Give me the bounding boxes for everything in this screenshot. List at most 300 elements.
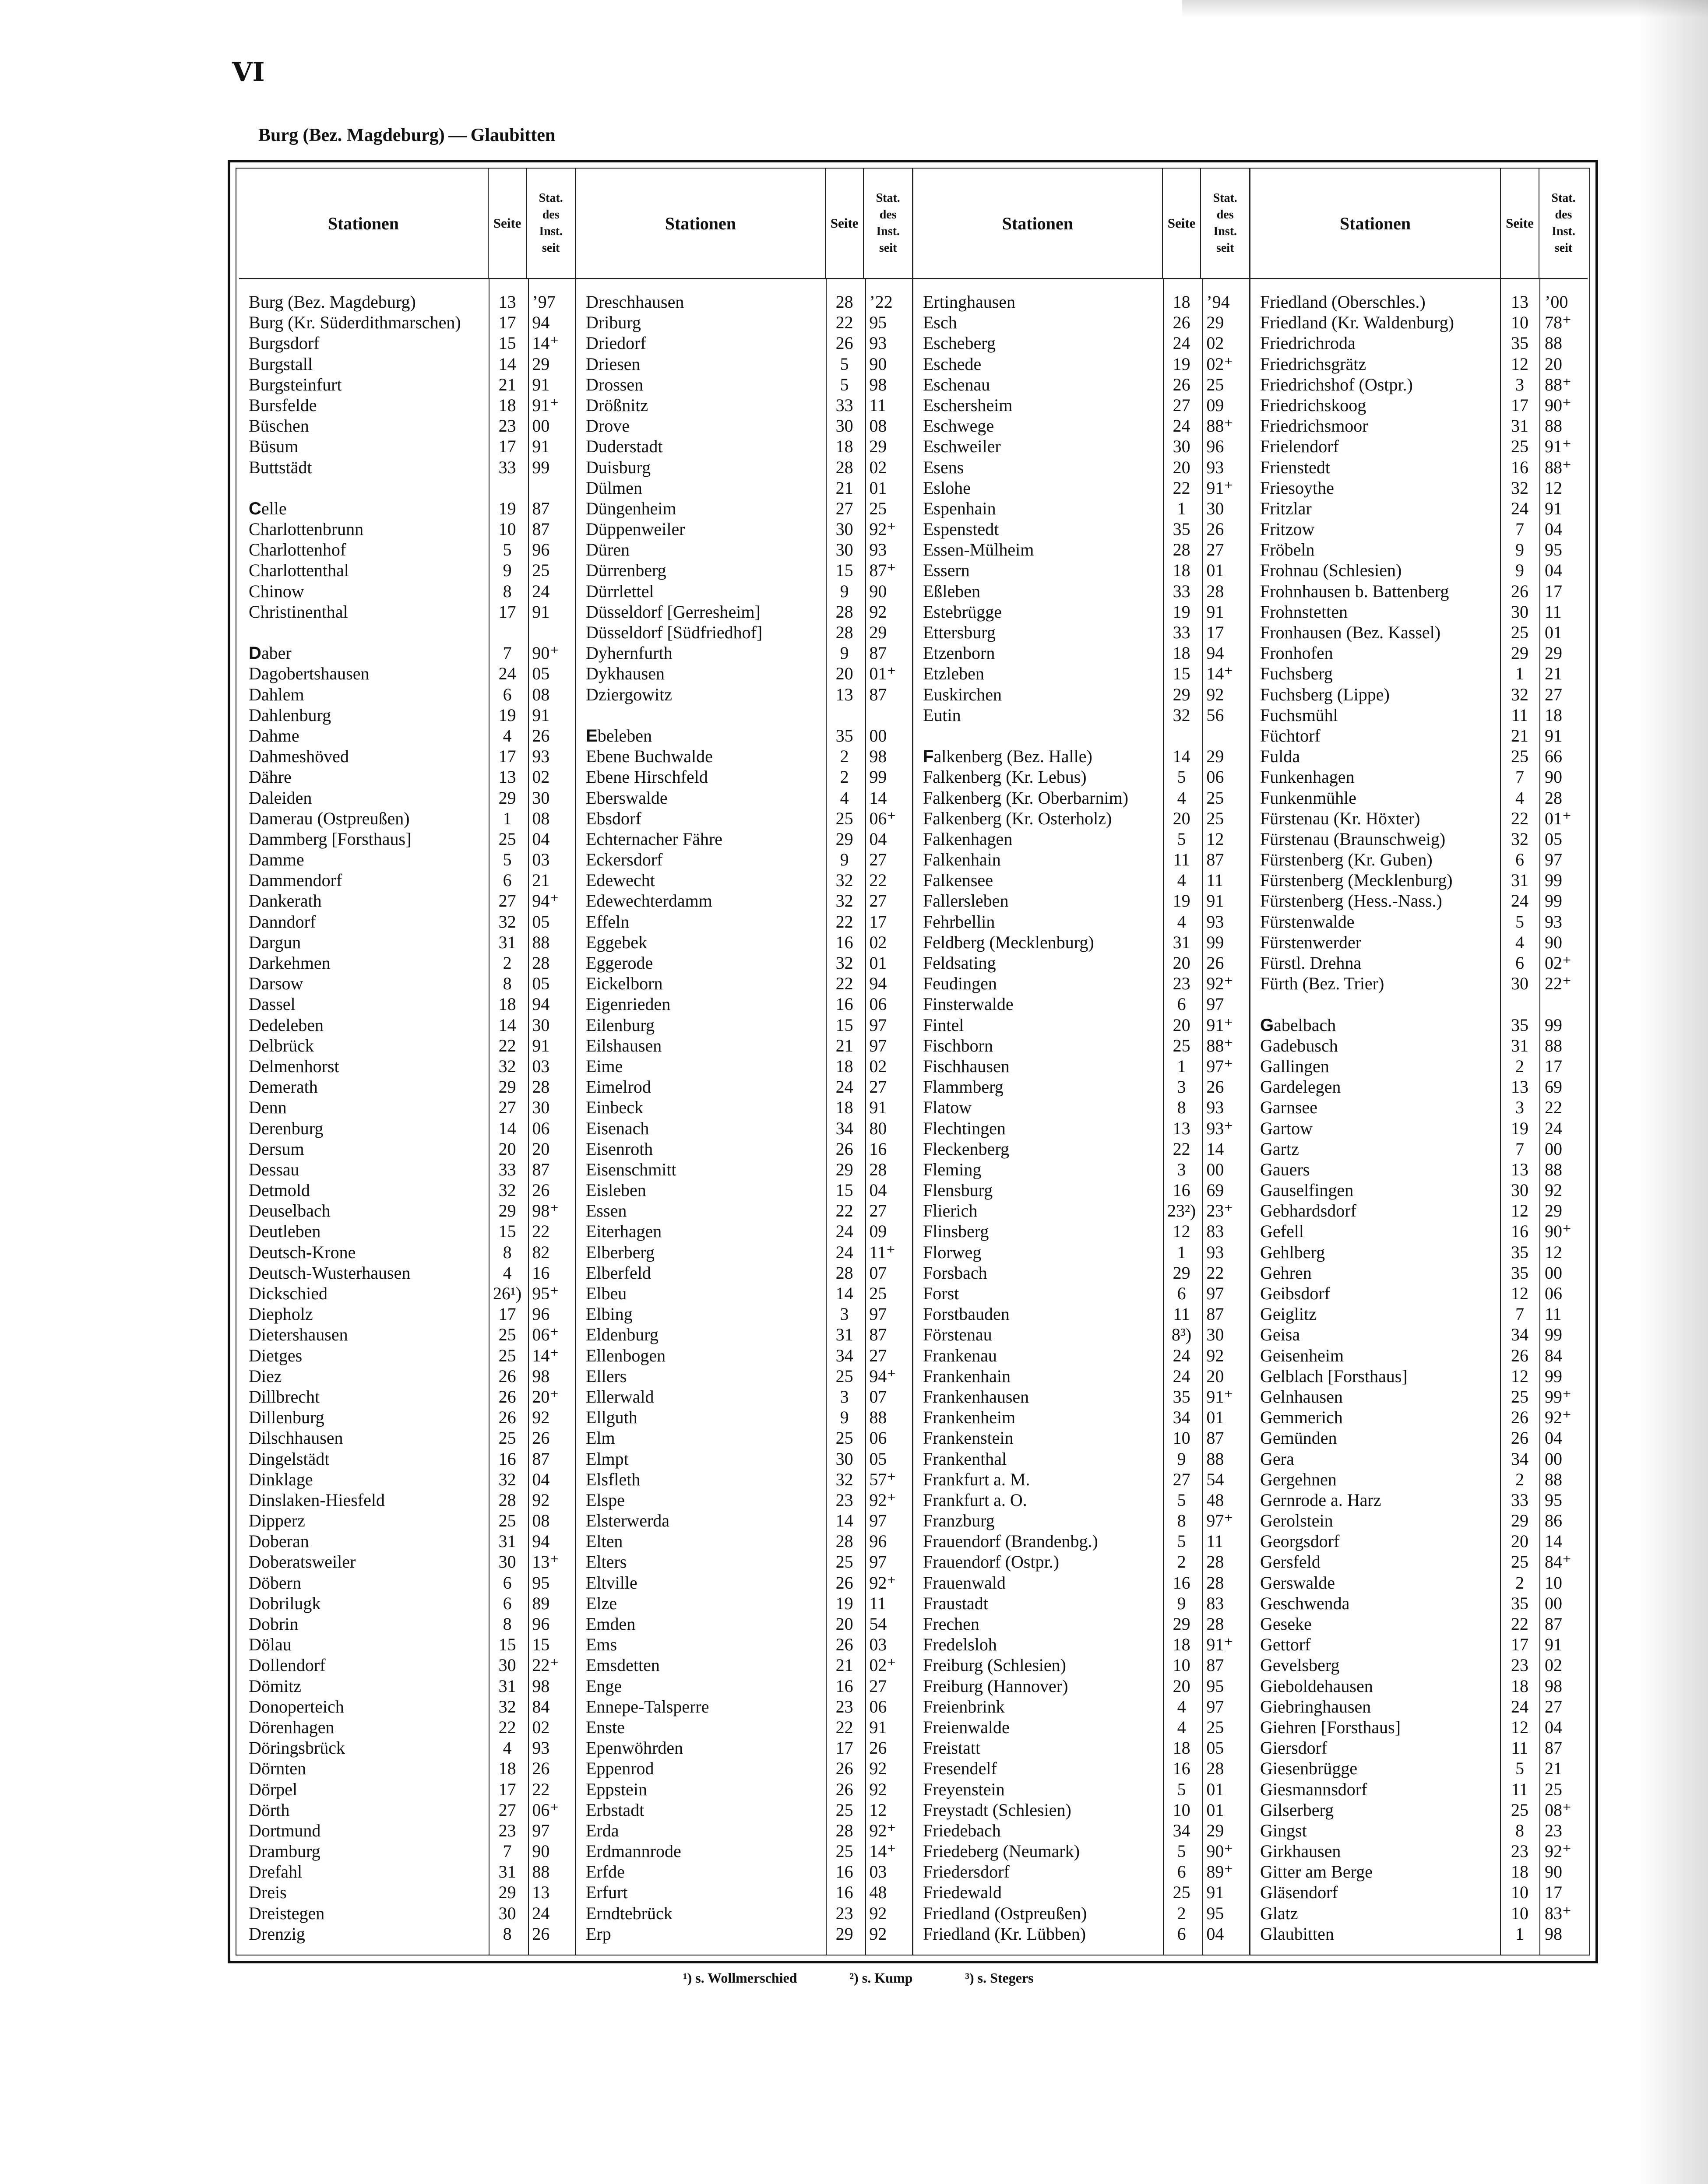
station-year: 02 — [869, 1056, 887, 1076]
footnotes — [683, 1970, 1034, 1986]
table-row — [1250, 1717, 1588, 1737]
station-year: 92⁺ — [1206, 974, 1233, 994]
table-row — [1250, 1242, 1588, 1263]
station-year: 02⁺ — [869, 1655, 896, 1675]
station-name: Fürstenberg (Hess.-Nass.) — [1260, 891, 1442, 911]
station-name: Frauenwald — [923, 1572, 1006, 1593]
page-ref: 30 — [1511, 601, 1528, 622]
station-year: 04 — [1206, 1924, 1224, 1944]
table-row — [239, 1531, 575, 1551]
table-row — [913, 829, 1249, 849]
page-ref: 14 — [498, 1118, 516, 1138]
station-name: Gartow — [1260, 1118, 1313, 1138]
column-body — [913, 279, 1249, 1955]
table-row — [239, 1779, 575, 1800]
station-year: 20⁺ — [532, 1386, 559, 1407]
header-seite: Seite — [488, 169, 527, 278]
station-year: 09 — [1206, 395, 1224, 415]
table-row — [913, 457, 1249, 478]
page-ref: 3 — [1515, 1097, 1524, 1118]
station-name: Eschede — [923, 354, 982, 374]
station-year: 25 — [869, 1284, 887, 1303]
page-ref: 29 — [1511, 643, 1528, 663]
station-year: 27 — [869, 1077, 887, 1097]
table-row — [239, 1758, 575, 1779]
station-year: 03 — [869, 1862, 887, 1882]
page-ref: 25 — [835, 1428, 853, 1448]
table-row — [576, 1634, 912, 1655]
station-name: Geiglitz — [1260, 1304, 1317, 1324]
page-ref: 26 — [1511, 1407, 1528, 1428]
station-name: Dipperz — [249, 1511, 305, 1531]
page-ref: 24 — [1173, 333, 1190, 353]
page-ref: 30 — [498, 1903, 516, 1923]
column-body — [576, 279, 912, 1955]
page-ref: 23 — [498, 416, 516, 436]
page-ref: 11 — [1511, 705, 1528, 725]
table-row — [576, 1304, 912, 1324]
page-ref: 21 — [498, 374, 516, 394]
table-row — [239, 1820, 575, 1841]
page-ref: 30 — [498, 1655, 516, 1675]
table-row — [239, 1861, 575, 1882]
station-name: Burg (Kr. Süderdithmarschen) — [249, 313, 461, 333]
station-name: Eschersheim — [923, 395, 1013, 415]
station-year: 16 — [869, 1139, 887, 1159]
table-row — [1250, 1469, 1588, 1490]
station-year: 28 — [1206, 1614, 1224, 1634]
station-name: Burgstall — [249, 354, 313, 374]
station-year: 95 — [1206, 1903, 1224, 1923]
page-ref: 21 — [835, 1035, 853, 1055]
station-name: Dedeleben — [249, 1015, 324, 1035]
station-name: Gergehnen — [1260, 1469, 1337, 1489]
page-ref: 25 — [498, 1428, 516, 1448]
page-ref: 32 — [498, 1469, 516, 1489]
station-year: 94⁺ — [532, 891, 559, 911]
station-name: Falkenhain — [923, 850, 1001, 870]
page-ref: 19 — [1511, 1118, 1528, 1138]
station-year: 91⁺ — [1206, 1015, 1233, 1035]
station-name: Elm — [586, 1428, 615, 1448]
station-year: 01 — [1545, 622, 1562, 642]
page-ref: 27 — [498, 1800, 516, 1820]
table-row — [1250, 1118, 1588, 1139]
page-ref: 17 — [498, 1779, 516, 1799]
table-row — [239, 1076, 575, 1097]
station-name: Edewechterdamm — [586, 891, 712, 911]
page-ref: 12 — [1511, 354, 1528, 374]
table-row — [239, 581, 575, 601]
station-name: Geseke — [1260, 1614, 1312, 1634]
station-year: 91 — [1206, 601, 1224, 622]
table-row — [239, 663, 575, 684]
page-ref: 33 — [835, 395, 853, 415]
table-row — [576, 1449, 912, 1469]
table-row — [1250, 890, 1588, 911]
station-year: 07 — [869, 1263, 887, 1283]
station-year: 97 — [1206, 1284, 1224, 1303]
page-ref: 23 — [835, 1903, 853, 1923]
station-year: 11 — [1545, 601, 1562, 622]
page-ref: 18 — [835, 1056, 853, 1076]
table-row — [913, 478, 1249, 498]
page-ref: 28 — [835, 457, 853, 477]
station-name: Dingelstädt — [249, 1449, 330, 1469]
page-ref: 16 — [1511, 1221, 1528, 1241]
page-ref: 25 — [1511, 622, 1528, 642]
station-year: 91 — [532, 374, 550, 394]
station-year: 23⁺ — [1206, 1201, 1233, 1221]
table-row — [576, 973, 912, 994]
page-ref: 6 — [1177, 1284, 1186, 1303]
station-name: Daleiden — [249, 788, 312, 808]
station-year: 07 — [869, 1386, 887, 1407]
table-row — [913, 1841, 1249, 1861]
table-row — [576, 374, 912, 395]
table-row — [913, 1139, 1249, 1159]
station-name: Gadebusch — [1260, 1035, 1338, 1055]
page-ref: 25 — [1511, 1552, 1528, 1572]
page-ref: 23 — [498, 1820, 516, 1840]
station-name: Flechtingen — [923, 1118, 1006, 1138]
station-year: 91⁺ — [1206, 1635, 1233, 1655]
station-year: 28 — [1206, 1552, 1224, 1572]
table-row — [239, 1903, 575, 1924]
station-name: Estebrügge — [923, 601, 1002, 622]
page-ref: 3 — [1177, 1077, 1186, 1097]
page-ref: 26 — [498, 1386, 516, 1407]
station-year: 08 — [532, 684, 550, 704]
station-name: Fehrbellin — [923, 911, 995, 932]
table-row — [913, 395, 1249, 415]
table-row — [1250, 1800, 1588, 1820]
station-name: Driedorf — [586, 333, 646, 353]
station-name: Döringsbrück — [249, 1738, 345, 1758]
station-name: Essern — [923, 560, 970, 580]
station-year: ’00 — [1545, 292, 1568, 312]
station-year: 88 — [869, 1407, 887, 1428]
station-name: Dobrin — [249, 1614, 299, 1634]
table-row — [913, 705, 1249, 725]
page-ref: 20 — [498, 1139, 516, 1159]
page-ref: 31 — [1173, 932, 1190, 952]
station-name: Eßleben — [923, 581, 981, 601]
station-name: Eisenach — [586, 1118, 649, 1138]
table-row — [1250, 705, 1588, 725]
page-ref: 21 — [835, 478, 853, 498]
table-row — [1250, 1263, 1588, 1283]
station-year: 14⁺ — [532, 1345, 559, 1365]
page-ref: 2 — [840, 767, 849, 787]
page-ref: 15 — [835, 560, 853, 580]
table-row — [239, 1407, 575, 1428]
table-row — [913, 1800, 1249, 1820]
station-year: 99 — [869, 767, 887, 787]
table-row — [913, 1510, 1249, 1531]
station-year: 89⁺ — [1206, 1862, 1233, 1882]
station-year: 88 — [1206, 1449, 1224, 1469]
station-name: Fredelsloh — [923, 1635, 997, 1655]
station-name: Darsow — [249, 974, 303, 994]
table-row — [239, 560, 575, 580]
station-name: Eigenrieden — [586, 994, 671, 1014]
table-row — [913, 1097, 1249, 1118]
station-year: 80 — [869, 1118, 887, 1138]
station-year: 04 — [869, 1180, 887, 1200]
table-row — [1250, 1386, 1588, 1407]
page-ref: 2 — [840, 746, 849, 767]
table-row — [913, 1304, 1249, 1324]
station-column — [913, 169, 1250, 1955]
header-seite: Seite — [825, 169, 864, 278]
table-row — [1250, 1841, 1588, 1861]
station-name: Gevelsberg — [1260, 1655, 1340, 1675]
table-row — [913, 911, 1249, 932]
table-row — [576, 601, 912, 622]
table-row — [239, 1428, 575, 1448]
table-row — [913, 1676, 1249, 1696]
table-row — [576, 1737, 912, 1758]
station-name: Falkenberg (Kr. Lebus) — [923, 767, 1087, 787]
table-row — [913, 312, 1249, 333]
table-row — [576, 539, 912, 560]
page-ref: 24 — [835, 1077, 853, 1097]
table-row — [913, 1200, 1249, 1221]
station-name: Deutleben — [249, 1221, 321, 1241]
table-row — [576, 1551, 912, 1572]
station-name: Falkenberg (Kr. Oberbarnim) — [923, 788, 1129, 808]
station-year: 18 — [1545, 705, 1562, 725]
table-row — [1250, 601, 1588, 622]
page-ref: 29 — [835, 829, 853, 849]
page-ref: 9 — [840, 1407, 849, 1428]
page-ref: 1 — [1515, 1924, 1524, 1944]
station-name: Echternacher Fähre — [586, 829, 723, 849]
table-row — [1250, 1490, 1588, 1510]
station-year: 25 — [869, 498, 887, 518]
station-year: 88⁺ — [1206, 416, 1233, 436]
station-year: 94⁺ — [869, 1366, 896, 1386]
station-year: 95 — [1545, 1490, 1562, 1510]
station-year: 04 — [1545, 519, 1562, 539]
station-year: 97 — [1206, 994, 1224, 1014]
station-year: 14⁺ — [532, 333, 559, 353]
page-ref: 14 — [835, 1284, 853, 1303]
station-year: 29 — [532, 354, 550, 374]
station-year: 92⁺ — [1545, 1407, 1572, 1428]
station-name: Eimelrod — [586, 1077, 651, 1097]
page-ref: 28 — [835, 1531, 853, 1551]
station-year: 69 — [1545, 1077, 1562, 1097]
station-name: Demerath — [249, 1077, 318, 1097]
table-row — [1250, 1428, 1588, 1448]
table-row — [913, 519, 1249, 539]
station-name: Flinsberg — [923, 1221, 989, 1241]
station-name: Gilserberg — [1260, 1800, 1334, 1820]
table-row — [1250, 953, 1588, 973]
table-row — [239, 539, 575, 560]
station-name: Falkenberg (Kr. Osterholz) — [923, 808, 1112, 828]
page-ref: 4 — [503, 1263, 512, 1283]
page-ref: 18 — [1173, 1635, 1190, 1655]
station-name: Freienbrink — [923, 1696, 1005, 1716]
station-name: Fresendelf — [923, 1758, 997, 1779]
page-ref: 16 — [1173, 1758, 1190, 1779]
table-row — [576, 1180, 912, 1200]
table-row — [239, 1035, 575, 1056]
table-row — [576, 395, 912, 415]
station-name: Düsseldorf [Südfriedhof] — [586, 622, 763, 642]
table-row — [239, 1283, 575, 1304]
station-name: Dinklage — [249, 1469, 313, 1489]
station-year: 08⁺ — [1545, 1800, 1572, 1820]
table-row — [913, 1490, 1249, 1510]
station-name: Espenstedt — [923, 519, 999, 539]
page-ref: 34 — [1511, 1325, 1528, 1345]
station-name: Geibsdorf — [1260, 1284, 1330, 1303]
page-ref: 18 — [835, 436, 853, 457]
station-name: Charlottenhof — [249, 540, 346, 560]
page-ref: 22 — [835, 1717, 853, 1737]
station-year: 02⁺ — [1206, 354, 1233, 374]
station-year: 84⁺ — [1545, 1552, 1572, 1572]
page-ref: 26 — [835, 333, 853, 353]
table-row — [239, 767, 575, 787]
table-row — [913, 581, 1249, 601]
station-year: 83⁺ — [1545, 1903, 1572, 1923]
table-row — [913, 1779, 1249, 1800]
station-year: 95 — [869, 313, 887, 333]
table-row — [1250, 1304, 1588, 1324]
station-name: Gauers — [1260, 1159, 1310, 1179]
station-year: 92⁺ — [869, 1490, 896, 1510]
table-row — [1250, 788, 1588, 808]
page-ref: 28 — [835, 1263, 853, 1283]
station-name: Garnsee — [1260, 1097, 1318, 1118]
page-ref: 26¹) — [493, 1284, 522, 1303]
station-year: 02 — [532, 767, 550, 787]
page-ref: 35 — [1173, 1386, 1190, 1407]
station-name: Gitter am Berge — [1260, 1862, 1373, 1882]
page-ref: 4 — [1515, 932, 1524, 952]
page-ref: 33 — [1173, 581, 1190, 601]
page-ref: 29 — [1511, 1511, 1528, 1531]
station-name: Dietges — [249, 1345, 303, 1365]
station-name: Denn — [249, 1097, 287, 1118]
station-year: 17 — [869, 911, 887, 932]
station-name: Geschwenda — [1260, 1593, 1350, 1613]
table-row — [1250, 663, 1588, 684]
station-name: Damerau (Ostpreußen) — [249, 808, 410, 828]
table-row — [1250, 1015, 1588, 1035]
page-ref: 24 — [1173, 416, 1190, 436]
table-row — [1250, 746, 1588, 767]
header-seite: Seite — [1162, 169, 1201, 278]
page-ref: 17 — [498, 1304, 516, 1324]
header-stationen: Stationen — [328, 213, 399, 233]
table-row — [1250, 1655, 1588, 1675]
station-name: Düsseldorf [Gerresheim] — [586, 601, 761, 622]
station-name: Duisburg — [586, 457, 651, 477]
station-year: 17 — [1206, 622, 1224, 642]
page-ref: 8³) — [1171, 1325, 1192, 1345]
table-row — [576, 1015, 912, 1035]
page-ref: 2 — [503, 953, 512, 973]
station-year: 02 — [1206, 333, 1224, 353]
station-year: 12 — [1545, 1242, 1562, 1262]
station-name: Dobrilugk — [249, 1593, 321, 1613]
station-year: 92 — [869, 1758, 887, 1779]
page-ref: 7 — [503, 1841, 512, 1861]
table-row — [1250, 1882, 1588, 1903]
table-row — [576, 1758, 912, 1779]
station-year: 14⁺ — [869, 1841, 896, 1861]
station-year: 88 — [1545, 1469, 1562, 1489]
station-name: Doberan — [249, 1531, 309, 1551]
section-gap — [913, 725, 1249, 746]
station-name: Eckersdorf — [586, 850, 663, 870]
table-row — [1250, 539, 1588, 560]
footnote: ³) s. Stegers — [965, 1970, 1034, 1986]
station-year: 56 — [1206, 705, 1224, 725]
station-year: 99 — [1545, 1366, 1562, 1386]
page-ref: 31 — [498, 1676, 516, 1696]
page-ref: 10 — [1511, 313, 1528, 333]
station-year: ’94 — [1206, 292, 1230, 312]
table-row — [1250, 498, 1588, 519]
table-row — [576, 1324, 912, 1345]
station-name: Dankerath — [249, 891, 322, 911]
page-ref: 23²) — [1167, 1201, 1196, 1221]
station-year: 24 — [532, 581, 550, 601]
station-name: Ertinghausen — [923, 292, 1016, 312]
page-ref: 18 — [1173, 643, 1190, 663]
station-name: Dyhernfurth — [586, 643, 673, 663]
page-ref: 29 — [835, 1159, 853, 1179]
station-year: 98 — [869, 374, 887, 394]
page-ref: 30 — [1511, 974, 1528, 994]
page-ref: 5 — [503, 850, 512, 870]
table-row — [239, 1924, 575, 1944]
station-year: 01⁺ — [869, 664, 896, 684]
page-ref: 16 — [835, 932, 853, 952]
station-year: 29 — [1545, 1201, 1562, 1221]
station-year: 93 — [532, 1738, 550, 1758]
station-name: Fürth (Bez. Trier) — [1260, 974, 1384, 994]
station-name: Freyenstein — [923, 1779, 1005, 1799]
footnote: ¹) s. Wollmerschied — [683, 1970, 797, 1986]
page-ref: 19 — [1173, 891, 1190, 911]
page-ref: 3 — [840, 1304, 849, 1324]
station-name: Dargun — [249, 932, 301, 952]
table-row — [1250, 1634, 1588, 1655]
station-year: 87 — [1206, 1428, 1224, 1448]
station-year: 21 — [532, 870, 550, 890]
table-row — [913, 1221, 1249, 1241]
table-row — [239, 374, 575, 395]
table-row — [913, 1572, 1249, 1593]
station-name: Duderstadt — [586, 436, 663, 457]
page-ref: 31 — [498, 1531, 516, 1551]
page-ref: 14 — [498, 1015, 516, 1035]
table-row — [576, 1428, 912, 1448]
page-ref: 22 — [1511, 808, 1528, 828]
station-name: Dahlenburg — [249, 705, 331, 725]
table-row — [913, 994, 1249, 1014]
table-row — [239, 1614, 575, 1634]
station-name: Fraustadt — [923, 1593, 988, 1613]
